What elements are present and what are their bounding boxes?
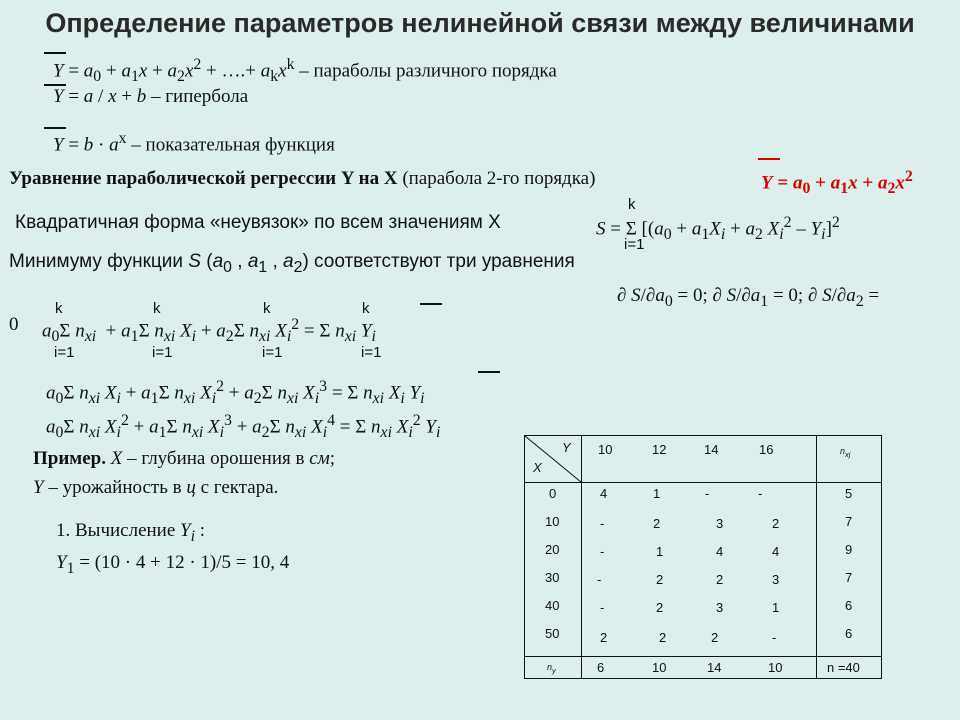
- table-cell: 2: [711, 630, 719, 645]
- table-cell: -: [600, 600, 605, 615]
- table-cell: 3: [716, 600, 724, 615]
- table-cell: 3: [772, 572, 780, 587]
- corner-x-label: X: [533, 460, 542, 475]
- table-cell: -: [600, 516, 605, 531]
- quadratic-equation: S = Σ [($a_0 + a_1X_i + a_2$ $X_i^2 - Y_i]^2$: [596, 214, 840, 244]
- equation-3: $a_0\Sigma$ $n_{xi}$ $X_i^2 + a_1\Sigma$ $n_{xi}$ $X_i^3 + a_2\Sigma$ $n_{xi}$ $X_i^4 = \Sigma$ $n_{xi}$ $X_i^2$ $Y_i$: [46, 412, 441, 442]
- table-cell: 1: [656, 544, 664, 559]
- partials-line: ∂ $S/\partial a_0 = 0$; ∂ $S/\partial a_1 = 0$; ∂ $S/\partial a_2$ =: [617, 285, 880, 310]
- mean-bar: [44, 52, 66, 54]
- x-value: 40: [545, 598, 560, 613]
- hyperbola-line: Y = a / x + b – гипербола: [53, 86, 249, 107]
- table-cell: 2: [656, 572, 664, 587]
- table-cell: 2: [653, 516, 661, 531]
- x-value: 20: [545, 542, 560, 557]
- ny-value: 10: [768, 660, 783, 675]
- corner-diagonal: [525, 436, 581, 482]
- page-title: Определение параметров нелинейной связи между величинами: [45, 8, 915, 38]
- x-value: 0: [549, 486, 557, 501]
- nx-value: 6: [845, 598, 853, 613]
- table-cell: 1: [772, 600, 780, 615]
- parabola-line: $Y = a_0 + a_1x + a_2x^2$ + ….+ $a_kx^k$ – параболы различного порядка: [53, 56, 557, 86]
- y-header: 14: [704, 442, 719, 457]
- ny-value: 6: [597, 660, 605, 675]
- calc-step: 1. Вычисление $Y_i$ :: [56, 520, 206, 545]
- corner-y-label: Y: [562, 440, 571, 455]
- table-cell: 2: [772, 516, 780, 531]
- nx-value: 6: [845, 626, 853, 641]
- y-header: 12: [652, 442, 667, 457]
- example-line-2: Y – урожайность в ц с гектара.: [33, 477, 279, 498]
- ny-value: 14: [707, 660, 722, 675]
- ny-value: 10: [652, 660, 667, 675]
- example-line-1: Пример. X – глубина орошения в см;: [33, 448, 336, 469]
- equation-2: $a_0\Sigma$ $n_{xi}$ $X_i + a_1\Sigma$ $n_{xi}$ $X_i^2 + a_2\Sigma$ $n_{xi}$ $X_i^3 = \Sigma$ $n_{xi}$ $X_i$ $Y_i$: [46, 378, 425, 408]
- regression-equation: $Y = a_0 + a_1x + a_2x^2$: [761, 168, 913, 198]
- table-cell: 3: [716, 516, 724, 531]
- calc-result: $Y_1 = (10 \cdot 4 + 12 \cdot 1)/5 = 10$, 4: [56, 552, 290, 577]
- y-header: 10: [598, 442, 613, 457]
- regression-line: Уравнение параболической регрессии Y на X (парабола 2-го порядка): [9, 168, 596, 189]
- table-cell: -: [600, 544, 605, 559]
- table-cell: -: [772, 630, 777, 645]
- table-cell: 4: [716, 544, 724, 559]
- nx-value: 7: [845, 570, 853, 585]
- equation-1: $a_0\Sigma$ $n_{xi} + a_1\Sigma$ $n_{xi}$ $X_i + a_2\Sigma$ $n_{xi}$ $X_i^2 = \Sigma$ $n_{xi}$ $Y_i$: [42, 316, 376, 346]
- table-cell: -: [705, 486, 710, 501]
- exponential-line: $Y = b \cdot a^x$ – показательная функция: [53, 130, 335, 156]
- mean-bar: [478, 371, 500, 373]
- correlation-table: [524, 435, 882, 679]
- table-cell: -: [597, 572, 602, 587]
- sum-upper-limit: k: [55, 300, 63, 317]
- y-header: 16: [759, 442, 774, 457]
- sum-lower-limit: i=1: [54, 344, 75, 361]
- table-cell: 2: [600, 630, 608, 645]
- sum-upper-limit: k: [628, 196, 636, 213]
- sum-lower-limit: i=1: [262, 344, 283, 361]
- mean-bar: [758, 158, 780, 160]
- x-value: 10: [545, 514, 560, 529]
- zero-label: 0: [9, 314, 19, 335]
- sum-upper-limit: k: [153, 300, 161, 317]
- nx-value: 7: [845, 514, 853, 529]
- x-value: 50: [545, 626, 560, 641]
- nx-value: 5: [845, 486, 853, 501]
- sum-lower-limit: i=1: [361, 344, 382, 361]
- minimum-text: Минимуму функции S ($a_0$ , $a_1$ , $a_2$) соответствуют три уравнения: [9, 251, 575, 276]
- ny-label: $n_y$: [547, 662, 556, 675]
- sum-lower-limit: i=1: [152, 344, 173, 361]
- n-total: n =40: [827, 660, 860, 675]
- sum-lower-limit: i=1: [624, 236, 645, 253]
- sum-upper-limit: k: [362, 300, 370, 317]
- table-cell: -: [758, 486, 763, 501]
- nx-header: $n_{xj}$: [840, 446, 851, 459]
- table-cell: 2: [659, 630, 667, 645]
- sum-upper-limit: k: [263, 300, 271, 317]
- x-value: 30: [545, 570, 560, 585]
- table-cell: 4: [600, 486, 608, 501]
- nx-value: 9: [845, 542, 853, 557]
- table-cell: 2: [656, 600, 664, 615]
- table-cell: 1: [653, 486, 661, 501]
- mean-bar: [44, 127, 66, 129]
- table-cell: 2: [716, 572, 724, 587]
- table-cell: 4: [772, 544, 780, 559]
- quadratic-text: Квадратичная форма «неувязок» по всем значениям X: [15, 212, 501, 233]
- mean-bar: [420, 303, 442, 305]
